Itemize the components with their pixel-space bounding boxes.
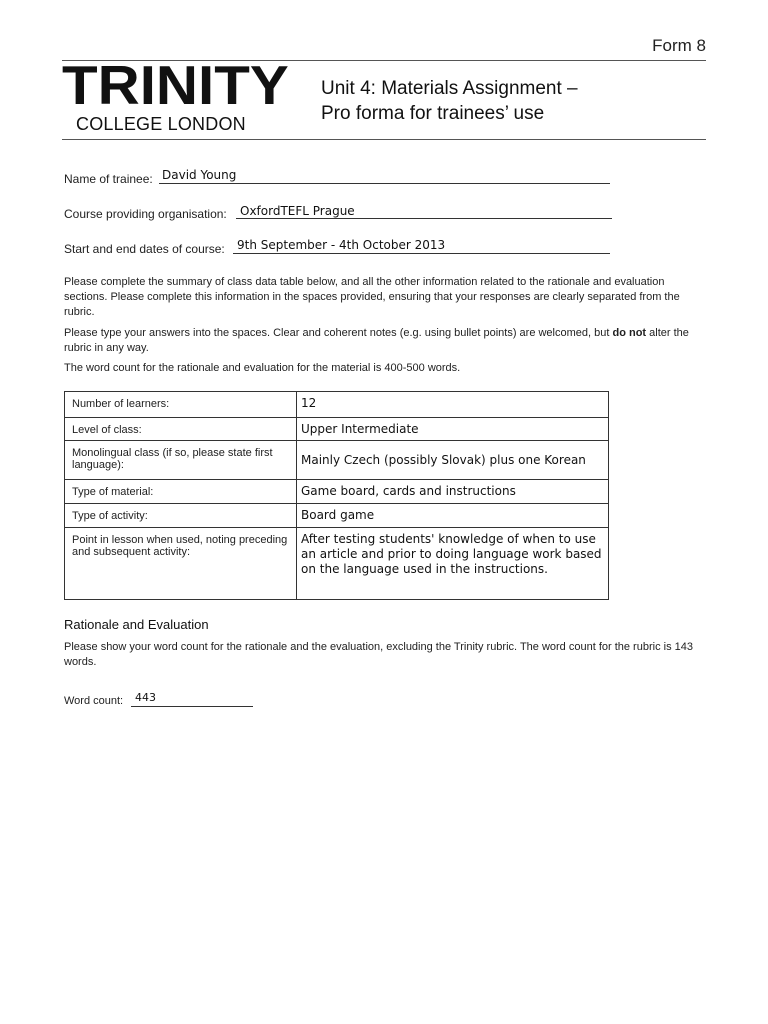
- table-label-cell: Monolingual class (if so, please state first language):: [65, 441, 297, 480]
- rationale-heading: Rationale and Evaluation: [64, 617, 209, 632]
- page-title-line-1: Unit 4: Materials Assignment –: [321, 78, 578, 99]
- word-count-field[interactable]: 443: [135, 691, 156, 704]
- type-of-activity-field[interactable]: Board game: [297, 504, 609, 528]
- level-of-class-field[interactable]: Upper Intermediate: [297, 418, 609, 441]
- table-row: [65, 480, 609, 504]
- table-label-cell: Type of material:: [65, 480, 297, 504]
- form-number: Form 8: [652, 36, 706, 55]
- course-dates-label: Start and end dates of course:: [64, 242, 225, 256]
- trainee-name-label: Name of trainee:: [64, 172, 153, 186]
- monolingual-class-field[interactable]: Mainly Czech (possibly Slovak) plus one Korean: [297, 441, 609, 480]
- organisation-line: [236, 218, 612, 219]
- trainee-name-line: [159, 183, 610, 184]
- table-label-cell: Level of class:: [65, 418, 297, 441]
- instructions-paragraph-1: Please complete the summary of class data table below, and all the other information related to the rationale and evaluation sections. Please complete this information in the spaces provided, ensuring that your responses are clearly separated from the rubric.: [64, 276, 680, 318]
- type-of-material-field[interactable]: Game board, cards and instructions: [297, 480, 609, 504]
- header-divider: [62, 139, 706, 140]
- trinity-logo-subtitle: COLLEGE LONDON: [76, 114, 246, 134]
- table-label-cell: Type of activity:: [65, 504, 297, 528]
- word-count-label: Word count:: [64, 695, 124, 707]
- instructions-paragraph-3: The word count for the rationale and evaluation for the material is 400-500 words.: [64, 362, 461, 374]
- table-row: [65, 504, 609, 528]
- instructions-p2-emphasis: do not: [612, 327, 647, 339]
- course-dates-field[interactable]: 9th September - 4th October 2013: [237, 238, 446, 252]
- class-data-table: [64, 391, 609, 600]
- table-row: [65, 528, 609, 600]
- table-row: [65, 441, 609, 480]
- table-row: [65, 418, 609, 441]
- instructions-paragraph-2: [64, 326, 704, 356]
- instructions-p2-text: Please type your answers into the spaces. Clear and coherent notes (e.g. using bullet points) are welcomed, but: [64, 327, 613, 339]
- table-label-cell: Number of learners:: [65, 392, 297, 418]
- table-row: [65, 392, 609, 418]
- instructions-p2-text-end: alter the rubric in any way.: [64, 327, 689, 354]
- organisation-field[interactable]: OxfordTEFL Prague: [240, 204, 355, 218]
- number-of-learners-field[interactable]: 12: [297, 392, 609, 418]
- table-label-cell: Point in lesson when used, noting preceding and subsequent activity:: [65, 528, 297, 600]
- word-count-line: [131, 706, 253, 707]
- page-title-line-2: Pro forma for trainees’ use: [321, 103, 545, 124]
- trainee-name-field[interactable]: David Young: [162, 168, 237, 182]
- course-dates-line: [233, 253, 610, 254]
- trinity-logo: TRINITY: [62, 54, 289, 116]
- point-in-lesson-field[interactable]: After testing students' knowledge of when to use an article and prior to doing language work based on the language used in the instructions.: [297, 528, 609, 600]
- organisation-label: Course providing organisation:: [64, 207, 227, 221]
- rationale-instructions: Please show your word count for the rationale and the evaluation, excluding the Trinity rubric. The word count for the rubric is 143 words.: [64, 641, 693, 668]
